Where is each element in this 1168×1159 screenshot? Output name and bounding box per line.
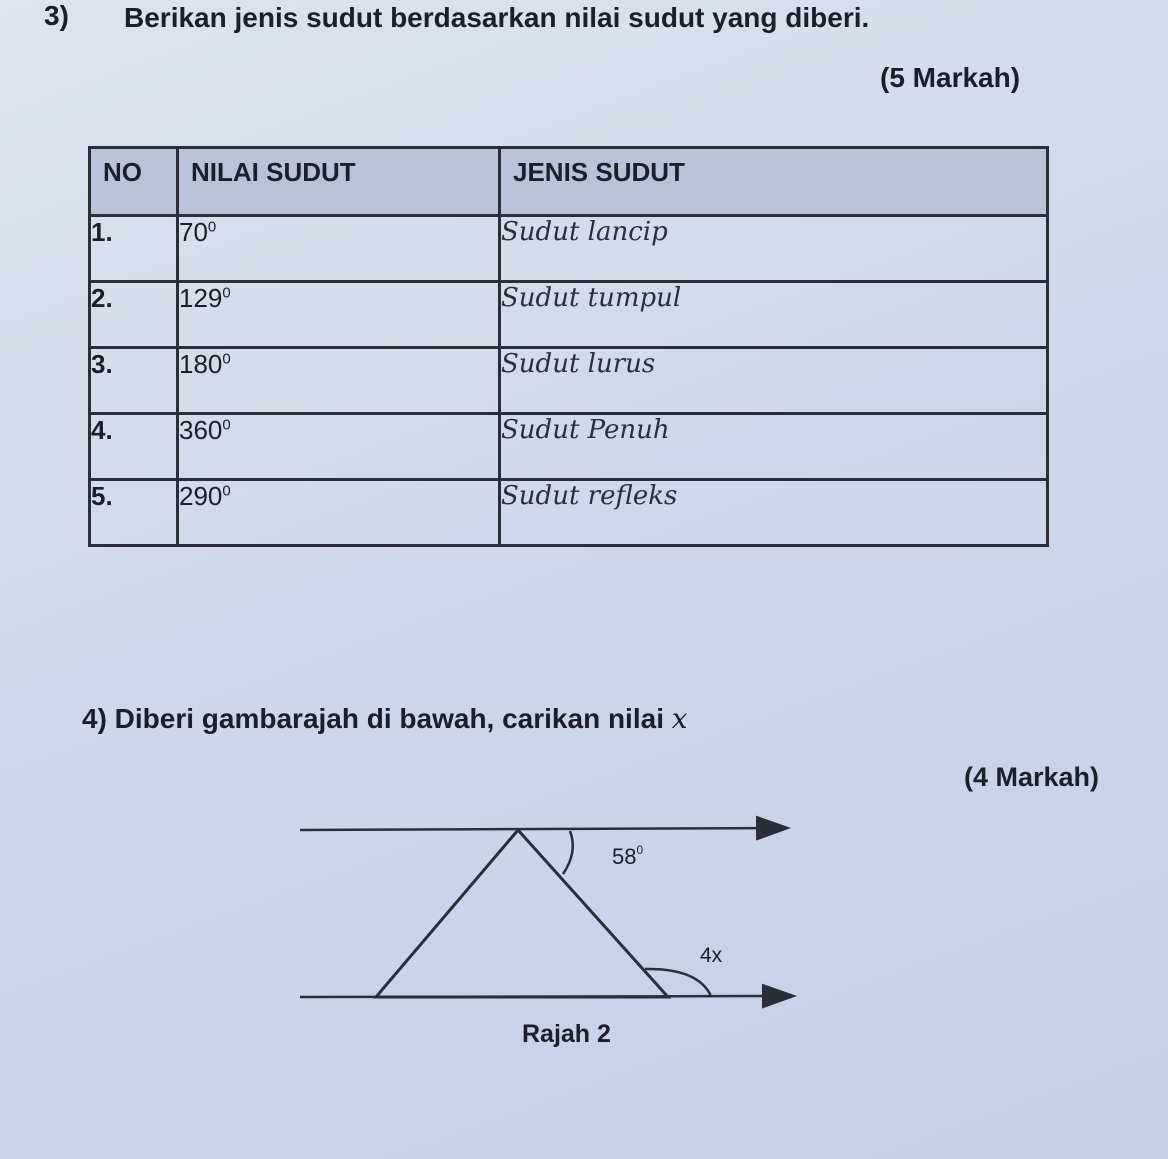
row-number: 1. (90, 216, 178, 282)
row-number: 2. (90, 282, 178, 348)
row-number: 4. (90, 414, 178, 480)
header-jenis-sudut: JENIS SUDUT (500, 148, 1048, 216)
header-no: NO (90, 148, 178, 216)
question-3-text: Berikan jenis sudut berdasarkan nilai sudut yang diberi. (124, 2, 870, 33)
header-nilai-sudut: NILAI SUDUT (178, 148, 500, 216)
degree-mark: 0 (222, 482, 231, 500)
row-number: 3. (90, 348, 178, 414)
question-3-number: 3) (44, 0, 69, 31)
angle-value-number: 290 (179, 481, 223, 511)
angle-type-answer: Sudut lancip (500, 216, 1048, 282)
degree-mark: 0 (222, 350, 231, 368)
diagram-caption: Rajah 2 (522, 1020, 611, 1048)
angle-label-58-value: 58 (612, 844, 637, 869)
question-3-marks: (5 Markah) (880, 62, 1021, 93)
angle-arc-58 (563, 831, 573, 874)
angle-type-answer: Sudut tumpul (500, 282, 1048, 348)
question-4-marks: (4 Markah) (964, 762, 1100, 792)
angle-type-answer: Sudut Penuh (500, 414, 1048, 480)
angle-label-58 (612, 843, 643, 869)
angle-value-number: 180 (179, 349, 223, 379)
angle-value-number: 70 (179, 217, 208, 247)
angle-type-answer: Sudut lurus (500, 348, 1048, 414)
degree-mark: 0 (207, 218, 217, 236)
angle-value-number: 129 (179, 283, 223, 313)
question-4-prompt: 4) Diberi gambarajah di bawah, carikan nilai (82, 703, 664, 734)
degree-mark: 0 (222, 284, 231, 302)
angle-value-number: 360 (179, 415, 223, 445)
question-4-variable: x (671, 702, 688, 735)
top-parallel-line (300, 828, 786, 830)
degree-mark: 0 (222, 416, 231, 434)
angle-label-58-degree: 0 (636, 843, 644, 857)
row-number: 5. (90, 480, 178, 546)
angle-label-4x: 4x (700, 944, 723, 967)
angle-type-answer: Sudut refleks (500, 480, 1048, 546)
